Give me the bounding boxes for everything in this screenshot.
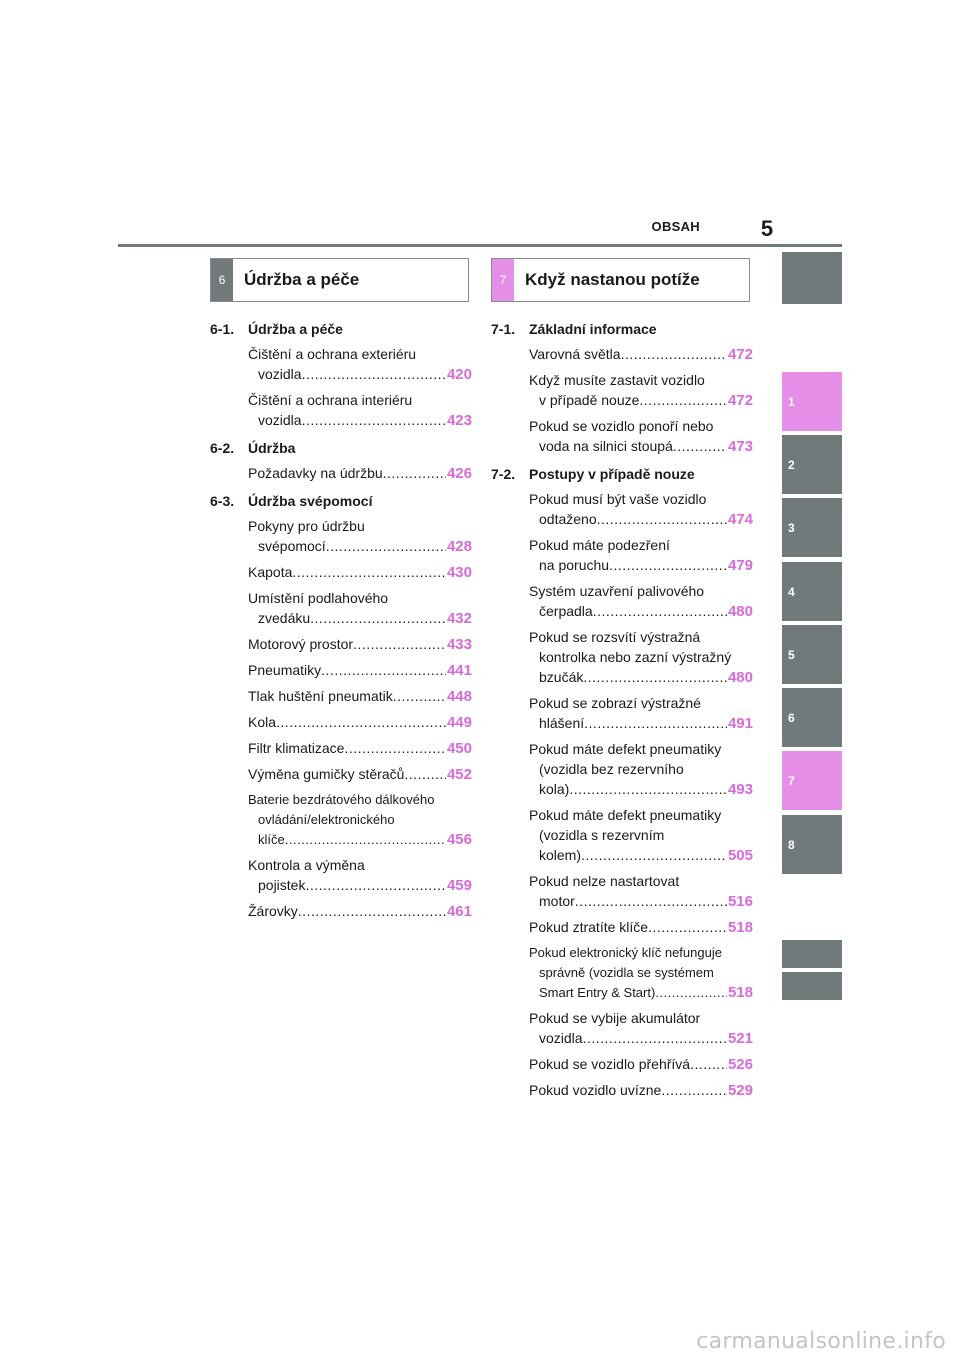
toc-entry[interactable] — [248, 344, 472, 385]
page-link[interactable]: 529 — [727, 1082, 753, 1099]
page-header-title: OBSAH — [651, 219, 700, 234]
page-link[interactable]: 461 — [446, 903, 472, 920]
toc-entry[interactable] — [248, 790, 472, 850]
page-link[interactable]: 426 — [446, 465, 472, 482]
toc-entry[interactable] — [248, 686, 472, 707]
dot-leader — [302, 410, 446, 430]
page-link[interactable]: 430 — [446, 564, 472, 581]
toc-entry[interactable] — [529, 370, 753, 411]
chapter-tab-label: 8 — [788, 837, 795, 852]
toc-entry-text: pojistek — [258, 877, 306, 893]
subsection-number: 6-1. — [210, 321, 235, 337]
toc-entry[interactable] — [529, 693, 753, 734]
toc-entry-text: Pokud se zobrazí výstražné — [529, 695, 701, 711]
page-link[interactable]: 474 — [727, 511, 753, 528]
toc-entry-text: Pokud nelze nastartovat — [529, 873, 680, 889]
page-link[interactable]: 420 — [446, 366, 472, 383]
chapter-tab[interactable] — [782, 972, 842, 1000]
dot-leader — [326, 536, 446, 556]
toc-entry[interactable] — [248, 660, 472, 681]
page-link[interactable]: 518 — [727, 919, 753, 936]
toc-entry-text: vozidla — [258, 366, 302, 382]
toc-entry[interactable] — [529, 805, 753, 866]
subsection-title: Údržba — [248, 440, 296, 456]
toc-subsection — [210, 438, 472, 458]
chapter-tab-3[interactable] — [782, 498, 842, 557]
page-link[interactable]: 441 — [446, 662, 472, 679]
toc-entry-text: odtaženo — [539, 511, 597, 527]
dot-leader — [321, 660, 446, 680]
toc-entry[interactable] — [248, 634, 472, 655]
toc-entry-text: Pokud se vybije akumulátor — [529, 1010, 701, 1026]
toc-entry-text: na poruchu — [539, 557, 610, 573]
page-link[interactable]: 472 — [727, 346, 753, 363]
toc-entry-text: Pokyny pro údržbu — [248, 518, 365, 534]
toc-entry-text: Pokud vozidlo uvízne — [529, 1082, 662, 1098]
subsection-number: 7-2. — [491, 466, 516, 482]
toc-entry-text: Žárovky — [248, 903, 298, 919]
toc-entry-text: svépomocí — [258, 538, 326, 554]
page-link[interactable]: 473 — [727, 438, 753, 455]
toc-subsection — [491, 464, 753, 484]
toc-entry-text: kola) — [539, 781, 570, 797]
toc-column-6 — [210, 319, 472, 922]
dot-leader — [639, 390, 727, 410]
toc-entry-text: v případě nouze — [539, 392, 640, 408]
page-link[interactable]: 493 — [727, 781, 753, 798]
toc-entry-text: Pokud musí být vaše vozidlo — [529, 491, 707, 507]
dot-leader — [583, 1028, 727, 1048]
toc-entry-text: (vozidla s rezervním — [539, 827, 665, 843]
page-link[interactable]: 449 — [446, 714, 472, 731]
toc-entry-text: Pokud ztratíte klíče — [529, 919, 649, 935]
chapter-tab-4[interactable] — [782, 562, 842, 621]
dot-leader — [383, 463, 446, 483]
toc-entry[interactable] — [529, 344, 753, 365]
section-number: 6 — [211, 259, 233, 301]
page-link[interactable]: 480 — [727, 669, 753, 686]
toc-entry[interactable] — [248, 562, 472, 583]
toc-entry-text: Pokud máte defekt pneumatiky — [529, 741, 722, 757]
page-link[interactable]: 423 — [446, 412, 472, 429]
dot-leader — [276, 712, 446, 732]
subsection-title: Údržba svépomocí — [248, 493, 373, 509]
subsection-number: 6-3. — [210, 493, 235, 509]
toc-subsection — [491, 319, 753, 339]
toc-entry-text: Pokud máte podezření — [529, 537, 670, 553]
page-link[interactable]: 491 — [727, 715, 753, 732]
toc-entry[interactable] — [529, 535, 753, 576]
toc-entry-text: Varovná světla — [529, 346, 621, 362]
toc-entry-text: Čištění a ochrana exteriéru — [248, 346, 417, 362]
dot-leader — [584, 713, 727, 733]
dot-leader — [353, 634, 446, 654]
page-link[interactable]: 452 — [446, 766, 472, 783]
dot-leader — [593, 601, 727, 621]
dot-leader — [575, 891, 727, 911]
toc-entry-text: Kapota — [248, 564, 293, 580]
toc-entry-text: bzučák — [539, 669, 584, 685]
dot-leader — [305, 875, 446, 895]
toc-entry[interactable] — [248, 712, 472, 733]
toc-entry[interactable] — [248, 764, 472, 785]
watermark: carmanualsonline.info — [696, 1329, 946, 1354]
chapter-tab-2[interactable] — [782, 435, 842, 494]
page-link[interactable]: 516 — [727, 893, 753, 910]
chapter-tab-8[interactable] — [782, 815, 842, 874]
page-link[interactable]: 459 — [446, 877, 472, 894]
toc-entry[interactable] — [529, 871, 753, 912]
dot-leader — [344, 738, 446, 758]
toc-entry[interactable] — [248, 390, 472, 431]
page-link[interactable]: 433 — [446, 636, 472, 653]
chapter-tab-label: 1 — [788, 394, 795, 409]
page-link[interactable]: 479 — [727, 557, 753, 574]
dot-leader — [298, 901, 446, 921]
dot-leader — [569, 779, 727, 799]
toc-entry-text: vozidla — [258, 412, 302, 428]
toc-entry-text: Kola — [248, 714, 277, 730]
chapter-tab-5[interactable] — [782, 625, 842, 684]
dot-leader — [609, 555, 727, 575]
dot-leader — [673, 436, 727, 456]
page-link[interactable]: 456 — [446, 831, 472, 848]
chapter-tab-label: 7 — [788, 773, 795, 788]
toc-column-7 — [491, 319, 753, 1101]
toc-entry-text: Čištění a ochrana interiéru — [248, 392, 413, 408]
toc-entry[interactable] — [529, 1054, 753, 1075]
toc-entry[interactable] — [248, 516, 472, 557]
subsection-title: Postupy v případě nouze — [529, 466, 695, 482]
toc-entry-text: Pokud se rozsvítí výstražná — [529, 629, 701, 645]
chapter-tab-label: 3 — [788, 520, 795, 535]
chapter-tab-label: 5 — [788, 647, 795, 662]
page-link[interactable]: 472 — [727, 392, 753, 409]
dot-leader — [648, 917, 727, 937]
subsection-title: Základní informace — [529, 321, 657, 337]
dot-leader — [581, 845, 727, 865]
toc-entry[interactable] — [248, 901, 472, 922]
toc-subsection — [210, 319, 472, 339]
toc-entry[interactable] — [248, 855, 472, 896]
toc-entry-text: Pneumatiky — [248, 662, 322, 678]
subsection-title: Údržba a péče — [248, 321, 343, 337]
toc-entry-text: hlášení — [539, 715, 585, 731]
page-link[interactable]: 505 — [727, 847, 753, 864]
toc-entry[interactable] — [529, 627, 753, 688]
page-link[interactable]: 521 — [727, 1030, 753, 1047]
chapter-tab-label: 4 — [788, 584, 795, 599]
toc-entry-text: (vozidla bez rezervního — [539, 761, 684, 777]
page-link[interactable]: 450 — [446, 740, 472, 757]
header-rule — [118, 244, 842, 247]
dot-leader — [690, 1054, 727, 1074]
dot-leader — [655, 983, 727, 1003]
toc-entry[interactable] — [529, 416, 753, 457]
chapter-tab[interactable] — [782, 252, 842, 304]
toc-entry[interactable] — [248, 588, 472, 629]
toc-entry-text: ovládání/elektronického — [258, 812, 395, 827]
toc-entry[interactable] — [529, 489, 753, 530]
toc-entry-text: motor — [539, 893, 575, 909]
page-link[interactable]: 432 — [446, 610, 472, 627]
toc-entry-text: Motorový prostor — [248, 636, 354, 652]
toc-entry-text: Pokud se vozidlo ponoří nebo — [529, 418, 714, 434]
subsection-number: 6-2. — [210, 440, 235, 456]
chapter-tab-6[interactable] — [782, 688, 842, 747]
toc-entry[interactable] — [529, 1080, 753, 1101]
toc-entry-text: Požadavky na údržbu — [248, 465, 383, 481]
toc-entry-text: Pokud se vozidlo přehřívá — [529, 1056, 691, 1072]
chapter-tab-7[interactable] — [782, 751, 842, 810]
page-link[interactable]: 518 — [727, 984, 753, 1001]
chapter-tab-label: 6 — [788, 710, 795, 725]
toc-entry-text: Výměna gumičky stěračů — [248, 766, 405, 782]
chapter-tab[interactable] — [782, 940, 842, 968]
toc-entry[interactable] — [529, 943, 753, 1003]
toc-entry-text: Když musíte zastavit vozidlo — [529, 372, 705, 388]
toc-entry-text: kontrolka nebo zazní výstražný — [539, 649, 732, 665]
dot-leader — [404, 764, 446, 784]
toc-entry[interactable] — [248, 738, 472, 759]
toc-entry-text: vozidla — [539, 1030, 583, 1046]
toc-entry-text: správně (vozidla se systémem — [539, 965, 714, 980]
toc-entry-text: voda na silnici stoupá — [539, 438, 673, 454]
section-header-7 — [491, 258, 750, 302]
page-link[interactable]: 428 — [446, 538, 472, 555]
toc-entry-text: klíče — [258, 832, 285, 847]
toc-entry-text: Filtr klimatizace — [248, 740, 345, 756]
toc-entry-text: Tlak huštění pneumatik — [248, 688, 393, 704]
page-number: 5 — [760, 216, 774, 241]
chapter-tab-label: 2 — [788, 457, 795, 472]
toc-entry-text: zvedáku — [258, 610, 311, 626]
dot-leader — [393, 686, 446, 706]
toc-entry-text: čerpadla — [539, 603, 593, 619]
page-link[interactable]: 480 — [727, 603, 753, 620]
dot-leader — [621, 344, 727, 364]
toc-entry[interactable] — [529, 1008, 753, 1049]
dot-leader — [661, 1080, 727, 1100]
toc-entry[interactable] — [529, 581, 753, 622]
dot-leader — [285, 830, 446, 850]
dot-leader — [310, 608, 446, 628]
section-number: 7 — [492, 259, 514, 301]
dot-leader — [302, 364, 446, 384]
subsection-number: 7-1. — [491, 321, 516, 337]
dot-leader — [597, 509, 727, 529]
chapter-tabs — [782, 0, 842, 1358]
toc-entry-text: Baterie bezdrátového dálkového — [248, 792, 435, 807]
toc-entry-text: Umístění podlahového — [248, 590, 389, 606]
section-title: Údržba a péče — [244, 270, 360, 289]
toc-entry-text: Pokud máte defekt pneumatiky — [529, 807, 722, 823]
toc-entry-text: Pokud elektronický klíč nefunguje — [529, 945, 722, 960]
page-link[interactable]: 526 — [727, 1056, 753, 1073]
toc-entry-text: Systém uzavření palivového — [529, 583, 705, 599]
chapter-tab-1[interactable] — [782, 372, 842, 431]
toc-entry[interactable] — [529, 917, 753, 938]
toc-entry-text: Kontrola a výměna — [248, 857, 365, 873]
section-header-6 — [210, 258, 469, 302]
dot-leader — [292, 562, 446, 582]
dot-leader — [583, 667, 727, 687]
toc-subsection — [210, 491, 472, 511]
toc-entry[interactable] — [529, 739, 753, 800]
toc-entry-text: Smart Entry & Start) — [539, 985, 656, 1000]
toc-entry-text: kolem) — [539, 847, 582, 863]
section-title: Když nastanou potíže — [525, 270, 700, 289]
toc-entry[interactable] — [248, 463, 472, 484]
page-link[interactable]: 448 — [446, 688, 472, 705]
